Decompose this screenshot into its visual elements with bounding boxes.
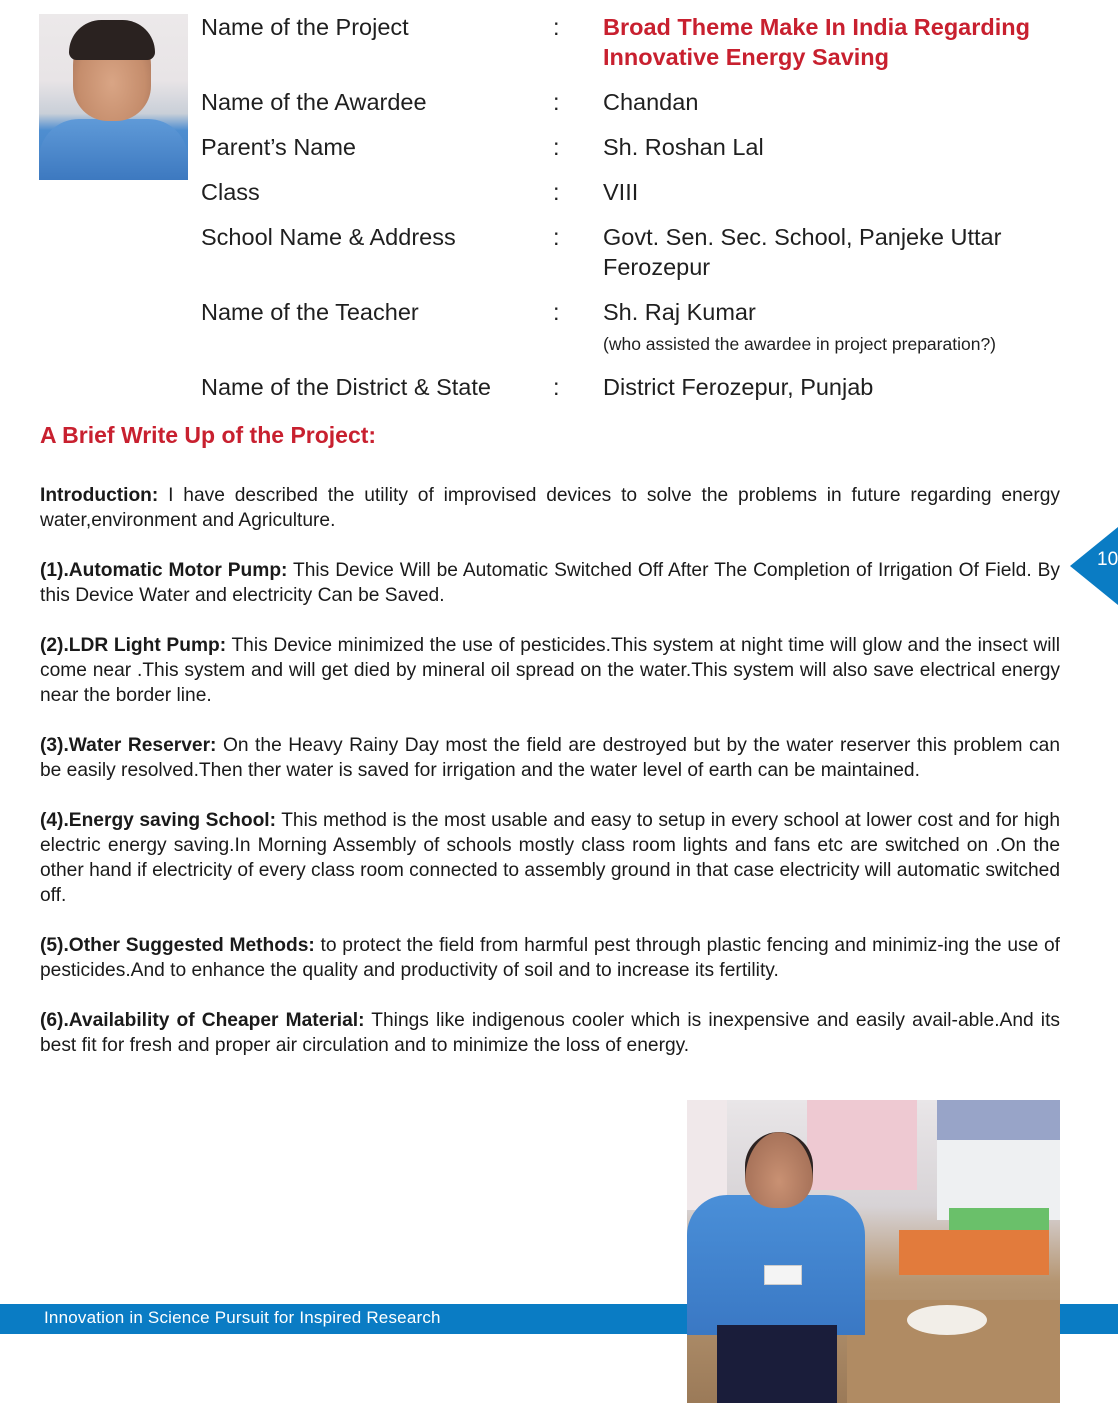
photo-poster	[807, 1100, 917, 1190]
paragraph-text: to protect the field from harmful pest through plastic fencing and minimiz-ing the use of pesticides.And to enhance the quality and productivity of soil and to increase its fertility.	[40, 935, 1061, 981]
photo-dish	[907, 1305, 987, 1335]
page-number: 10	[1097, 549, 1118, 570]
footer-tagline: Innovation in Science Pursuit for Inspired Research	[44, 1308, 441, 1327]
paragraph-energy-saving-school	[40, 808, 1060, 908]
field-school	[201, 222, 1043, 282]
field-class	[201, 177, 1103, 207]
page-number-tab	[1070, 527, 1118, 605]
field-label: Name of the District & State	[201, 374, 491, 400]
paragraph-text: This Device Will be Automatic Switched Off After The Completion of Irrigation Of Field. By this Device Water and electricity Can be Saved.	[40, 560, 1060, 606]
photo-id-badge	[764, 1265, 802, 1285]
paragraph-text: This Device minimized the use of pesticides.This system at night time will glow and the insect will come near .This system and will get died by mineral oil spread on the water.This system will also save electrical energy near the border line.	[40, 635, 1060, 706]
photo-boy-pants	[717, 1325, 837, 1403]
field-awardee-name	[201, 87, 1103, 117]
field-label: Name of the Awardee	[201, 89, 427, 115]
field-value: Chandan	[603, 89, 699, 115]
field-label: Name of the Teacher	[201, 299, 419, 325]
field-value: District Ferozepur, Punjab	[603, 374, 874, 400]
field-separator: :	[553, 89, 560, 115]
paragraph-cheaper-material	[40, 1008, 1060, 1058]
field-separator: :	[553, 14, 560, 40]
awardee-portrait-photo	[39, 14, 188, 180]
field-label: Name of the Project	[201, 14, 409, 40]
paragraph-ldr-light-pump	[40, 633, 1060, 708]
photo-notice-board	[687, 1100, 727, 1210]
paragraph-title: (6).Availability of Cheaper Material:	[40, 1010, 365, 1031]
field-label: Class	[201, 179, 260, 205]
photo-sky	[937, 1100, 1060, 1140]
paragraph-introduction	[40, 483, 1060, 533]
teacher-note: (who assisted the awardee in project preparation?)	[603, 334, 996, 354]
field-label: School Name & Address	[201, 224, 456, 250]
field-district-state	[201, 372, 1103, 402]
field-label: Parent’s Name	[201, 134, 356, 160]
field-separator: :	[553, 374, 560, 400]
writeup-body	[40, 483, 1060, 1083]
field-separator: :	[553, 179, 560, 205]
project-title: Broad Theme Make In India Regarding Innovative Energy Saving	[603, 14, 1030, 70]
field-separator: :	[553, 299, 560, 325]
photo-model-orange	[899, 1230, 1049, 1275]
paragraph-water-reserver	[40, 733, 1060, 783]
awardee-with-project-model-photo	[687, 1100, 1060, 1403]
field-teacher	[201, 297, 1103, 357]
paragraph-title: (4).Energy saving School:	[40, 810, 277, 831]
paragraph-title: (2).LDR Light Pump:	[40, 635, 227, 656]
paragraph-title: (1).Automatic Motor Pump:	[40, 560, 288, 581]
field-separator: :	[553, 224, 560, 250]
paragraph-text: This method is the most usable and easy to setup in every school at lower cost and for high electric energy saving.In Morning Assembly of schools mostly class room lights and fans etc are switched on .On the other hand if electricity of every class room connected to assembly ground in that case electricity will automatic switched off.	[40, 810, 1060, 906]
portrait-hair	[69, 20, 155, 60]
paragraph-title: (5).Other Suggested Methods:	[40, 935, 315, 956]
portrait-shirt	[39, 119, 188, 180]
paragraph-title: Introduction:	[40, 485, 159, 506]
paragraph-text: I have described the utility of improvised devices to solve the problems in future regarding energy water,environment and Agriculture.	[40, 485, 1060, 531]
field-separator: :	[553, 134, 560, 160]
field-value: Govt. Sen. Sec. School, Panjeke Uttar Ferozepur	[603, 224, 1002, 280]
paragraph-title: (3).Water Reserver:	[40, 735, 217, 756]
field-value-wrapper	[603, 297, 1103, 357]
paragraph-other-methods	[40, 933, 1060, 983]
paragraph-automatic-motor-pump	[40, 558, 1060, 608]
photo-boy-head	[745, 1132, 813, 1208]
paragraph-text: Things like indigenous cooler which is inexpensive and easily avail-able.And its best fit for fresh and proper air circulation and to minimize the loss of energy.	[40, 1010, 1060, 1056]
field-project-name	[201, 12, 1103, 72]
paragraph-text: On the Heavy Rainy Day most the field are destroyed but by the water reserver this problem can be easily resolved.Then ther water is saved for irrigation and the water level of earth can be maintained.	[40, 735, 1060, 781]
writeup-heading: A Brief Write Up of the Project:	[40, 422, 377, 448]
field-parent-name	[201, 132, 1103, 162]
field-value: Sh. Raj Kumar	[603, 299, 756, 325]
field-value: VIII	[603, 179, 639, 205]
field-value: Sh. Roshan Lal	[603, 134, 764, 160]
